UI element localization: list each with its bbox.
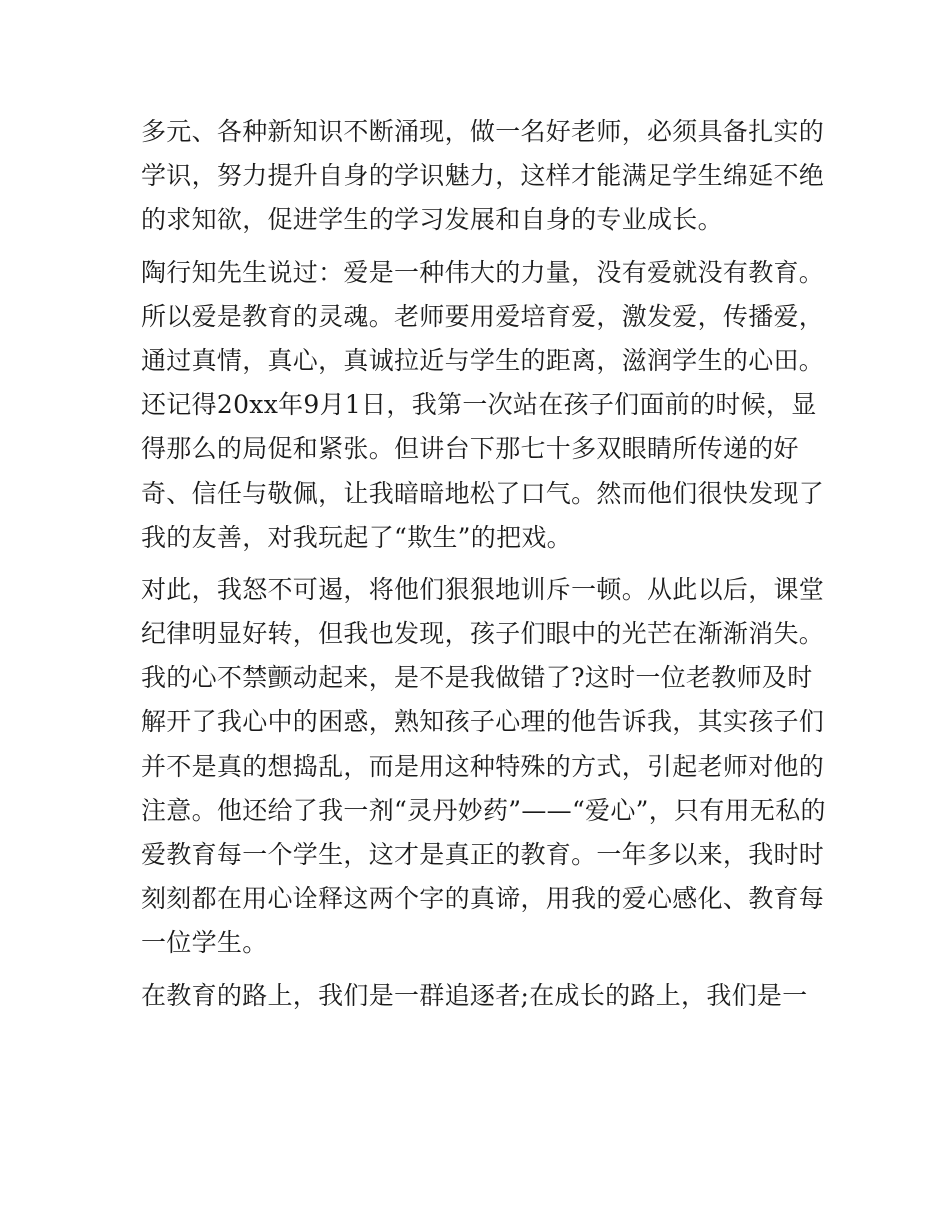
paragraph-start-line: 陶行知先生说过：爱是一种伟大的力量，没有爱就没有教育。 — [141, 257, 825, 287]
text-line: 多元、各种新知识不断涌现，做一名好老师，必须具备扎实的 — [141, 117, 825, 146]
text-line: 我的友善，对我玩起了“欺生”的把戏。 — [141, 522, 572, 552]
text-line: 奇、信任与敬佩，让我暗暗地松了口气。然而他们很快发现了 — [141, 478, 825, 508]
text-line: 爱教育每一个学生，这才是真正的教育。一年多以来，我时时 — [141, 840, 825, 869]
paragraph-start-line: 对此，我怒不可遏，将他们狠狠地训斥一顿。从此以后，课堂 — [141, 574, 825, 604]
text-line: 通过真情，真心，真诚拉近与学生的距离，滋润学生的心田。 — [141, 345, 825, 375]
text-line: 注意。他还给了我一剂“灵丹妙药”——“爱心”，只有用无私的 — [141, 795, 826, 825]
text-line: 并不是真的想捣乱，而是用这种特殊的方式，引起老师对他的 — [141, 751, 825, 781]
text-line: 我的心不禁颤动起来，是不是我做错了?这时一位老教师及时 — [141, 663, 813, 693]
text-line: 一位学生。 — [141, 928, 268, 958]
text-line: 所以爱是教育的灵魂。老师要用爱培育爱，激发爱，传播爱， — [141, 301, 825, 331]
text-line: 还记得20xx年9月1日，我第一次站在孩子们面前的时候，显 — [141, 390, 817, 420]
paragraph-start-line: 在教育的路上，我们是一群追逐者;在成长的路上，我们是一 — [141, 980, 808, 1010]
text-line: 解开了我心中的困惑，熟知孩子心理的他告诉我，其实孩子们 — [141, 707, 825, 737]
text-line: 纪律明显好转，但我也发现，孩子们眼中的光芒在渐渐消失。 — [141, 619, 825, 649]
text-line: 刻刻都在用心诠释这两个字的真谛，用我的爱心感化、教育每 — [141, 884, 825, 914]
document-body — [141, 110, 826, 1018]
text-line: 的求知欲，促进学生的学习发展和自身的专业成长。 — [141, 205, 723, 235]
text-line: 得那么的局促和紧张。但讲台下那七十多双眼睛所传递的好 — [141, 434, 799, 464]
text-line: 学识，努力提升自身的学识魅力，这样才能满足学生绵延不绝 — [141, 161, 825, 191]
